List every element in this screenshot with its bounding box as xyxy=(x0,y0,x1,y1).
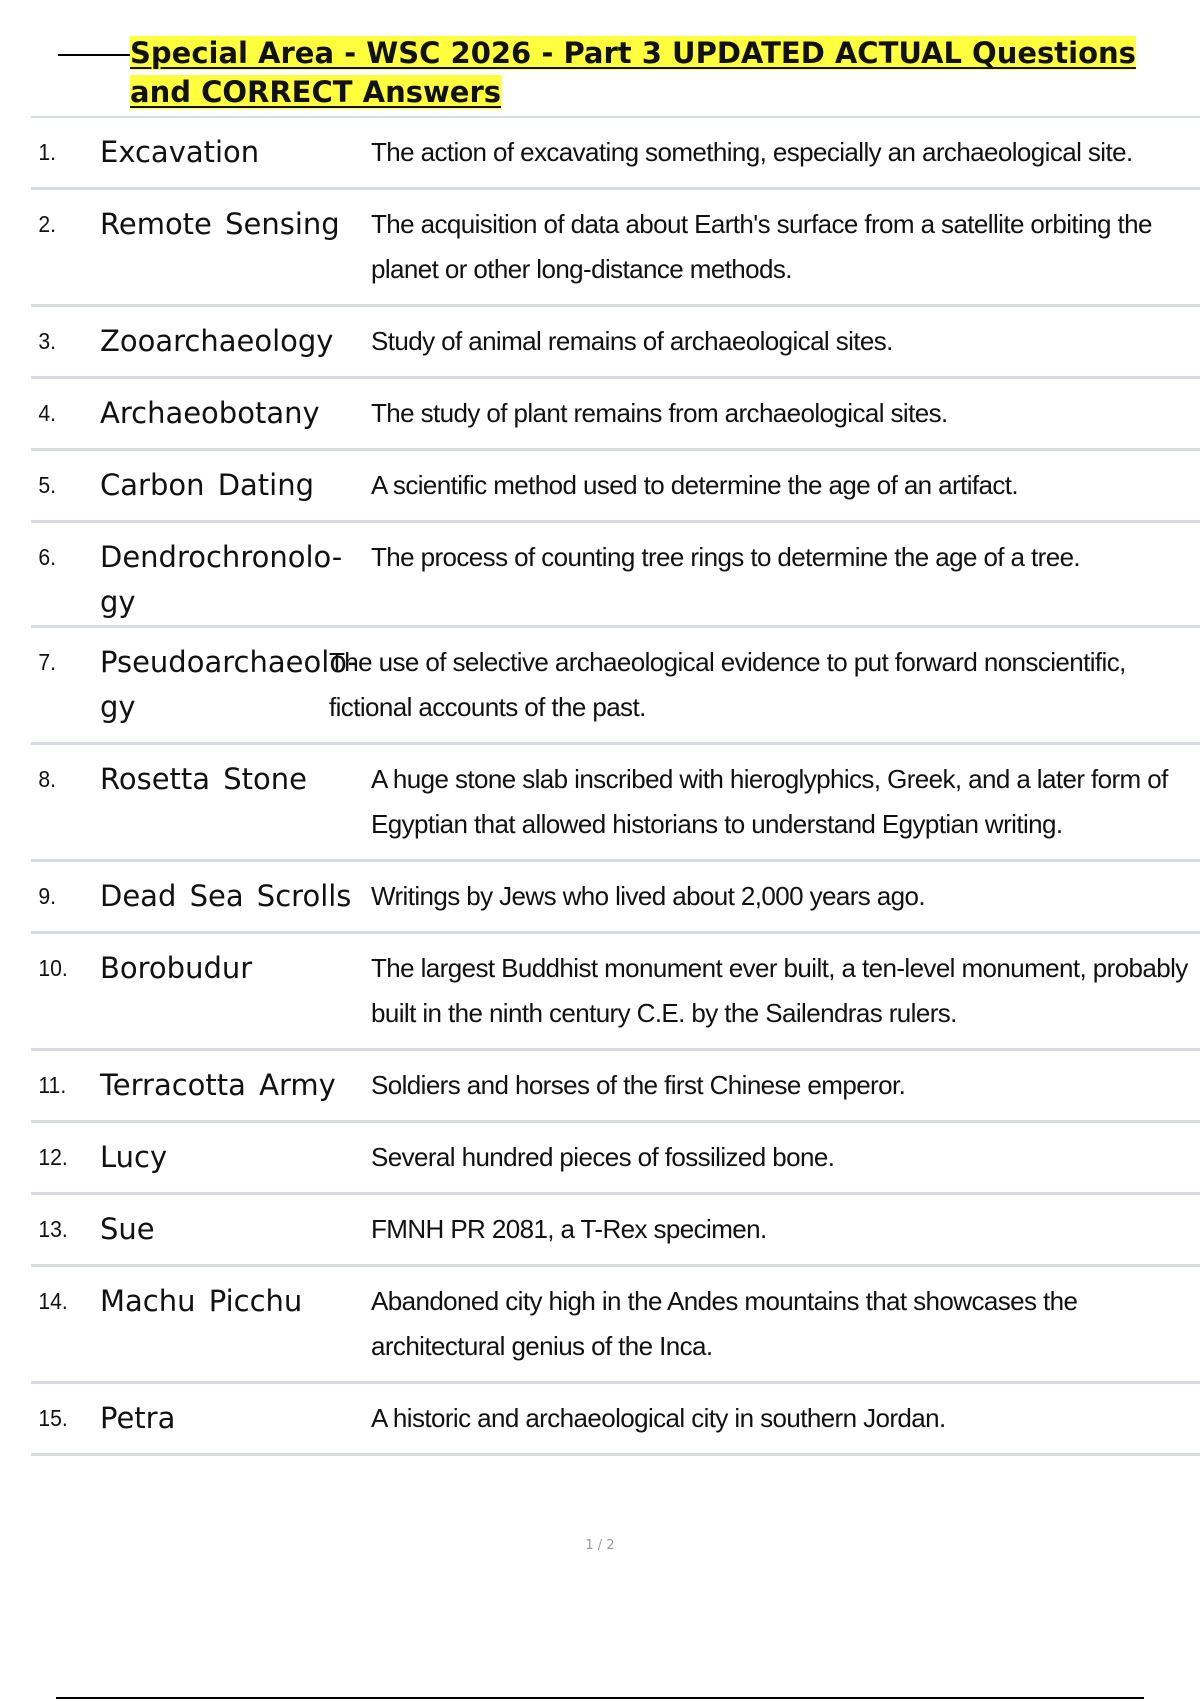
item-term: Lucy xyxy=(100,1140,168,1174)
document-header xyxy=(58,34,1178,112)
item-term: Borobudur xyxy=(100,951,253,985)
list-item xyxy=(31,307,1200,379)
list-item xyxy=(31,190,1200,307)
item-number: 10. xyxy=(38,955,68,981)
item-number: 11. xyxy=(38,1072,67,1098)
list-item xyxy=(31,862,1200,934)
item-definition: A historic and archaeological city in southern Jordan. xyxy=(371,1403,946,1433)
item-term: Machu Picchu xyxy=(100,1284,303,1318)
item-definition: The largest Buddhist monument ever built, a ten-level monument, probably built in the ninth century C.E. by the Sailendras rulers. xyxy=(371,953,1188,1028)
item-term: Excavation xyxy=(100,135,260,169)
list-item xyxy=(31,523,1200,628)
item-number: 13. xyxy=(38,1216,68,1242)
item-number: 5. xyxy=(38,472,57,498)
item-number: 9. xyxy=(38,883,57,909)
item-definition: Study of animal remains of archaeological sites. xyxy=(371,326,893,356)
item-definition: The acquisition of data about Earth's surface from a satellite orbiting the planet or other long-distance methods. xyxy=(371,209,1152,284)
item-definition: Soldiers and horses of the first Chinese emperor. xyxy=(371,1070,906,1100)
document-title: Special Area - WSC 2026 - Part 3 UPDATED ACTUAL Questions and CORRECT Answers xyxy=(130,36,1136,109)
item-term: Dendrochronolo- gy xyxy=(100,540,343,619)
item-number: 14. xyxy=(38,1288,68,1314)
item-definition: The process of counting tree rings to determine the age of a tree. xyxy=(371,542,1081,572)
term-list xyxy=(31,116,1200,1456)
title-leading-rule xyxy=(58,54,130,56)
item-definition: A huge stone slab inscribed with hieroglyphics, Greek, and a later form of Egyptian that allowed historians to understand Egyptian writing. xyxy=(371,764,1168,839)
item-term: Petra xyxy=(100,1401,176,1435)
item-number: 7. xyxy=(38,649,57,675)
list-item xyxy=(31,628,1200,745)
item-term: Rosetta Stone xyxy=(100,762,308,796)
item-term: Terracotta Army xyxy=(100,1068,336,1102)
item-term: Remote Sensing xyxy=(100,207,340,241)
item-definition: Abandoned city high in the Andes mountains that showcases the architectural genius of the Inca. xyxy=(371,1286,1078,1361)
list-item xyxy=(31,934,1200,1051)
item-definition: Writings by Jews who lived about 2,000 years ago. xyxy=(371,881,925,911)
item-number: 8. xyxy=(38,766,57,792)
item-number: 1. xyxy=(38,139,57,165)
list-item xyxy=(31,1195,1200,1267)
item-number: 4. xyxy=(38,400,57,426)
item-definition: The study of plant remains from archaeological sites. xyxy=(371,398,948,428)
list-item xyxy=(31,1123,1200,1195)
list-item xyxy=(31,1051,1200,1123)
item-number: 12. xyxy=(38,1144,68,1170)
item-number: 3. xyxy=(38,328,57,354)
item-definition: Several hundred pieces of fossilized bone. xyxy=(371,1142,835,1172)
item-definition: The action of excavating something, especially an archaeological site. xyxy=(371,137,1133,167)
list-item xyxy=(31,745,1200,862)
list-item xyxy=(31,118,1200,190)
item-term: Zooarchaeology xyxy=(100,324,334,358)
page-indicator: 1 / 2 xyxy=(585,1538,615,1553)
item-definition: A scientific method used to determine the age of an artifact. xyxy=(371,470,1019,500)
list-item xyxy=(31,1384,1200,1456)
list-item xyxy=(31,1267,1200,1384)
item-number: 15. xyxy=(38,1405,68,1431)
item-term: Carbon Dating xyxy=(100,468,315,502)
item-definition: FMNH PR 2081, a T-Rex specimen. xyxy=(371,1214,767,1244)
item-term: Sue xyxy=(100,1212,155,1246)
list-item xyxy=(31,451,1200,523)
footer-rule xyxy=(56,1697,1144,1699)
item-term: Archaeobotany xyxy=(100,396,320,430)
item-number: 6. xyxy=(38,544,57,570)
item-term: Dead Sea Scrolls xyxy=(100,879,352,913)
item-definition: The use of selective archaeological evidence to put forward nonscientific, fictional accounts of the past. xyxy=(329,647,1126,722)
item-term: Pseudoarchaeolo- gy xyxy=(100,645,358,724)
list-item xyxy=(31,379,1200,451)
item-number: 2. xyxy=(38,211,57,237)
